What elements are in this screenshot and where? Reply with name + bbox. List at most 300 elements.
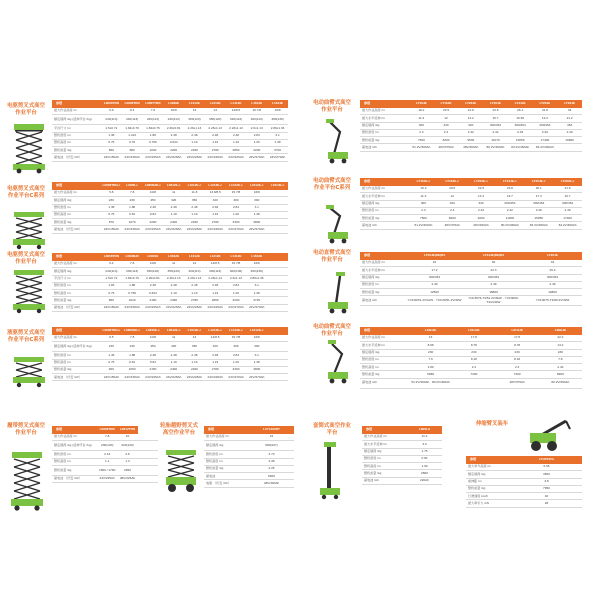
table-row xyxy=(52,335,288,342)
table-cell: 11.3 xyxy=(409,193,438,200)
table-row xyxy=(52,451,158,458)
row-label: 整机宽度 /m xyxy=(52,352,101,359)
table-cell: 2.26x1.13 xyxy=(226,125,247,132)
model-header: LT20JE-c xyxy=(467,178,496,186)
table-cell: 2.3 xyxy=(434,129,459,136)
table-cell: 3720 xyxy=(246,297,267,304)
param-header: 参数 xyxy=(360,252,405,260)
table-cell: 2.26x1.13 xyxy=(184,275,205,282)
table-cell: 2460 xyxy=(184,366,205,373)
table-row xyxy=(52,190,288,197)
table-cell: 2.84 xyxy=(246,132,267,139)
param-header: 参数 xyxy=(204,426,249,434)
table-cell: 2780 xyxy=(205,219,226,226)
table-cell: 2200 xyxy=(163,147,184,154)
model-header: L1412E xyxy=(226,253,247,261)
param-header: 参数 xyxy=(360,100,409,108)
table-row xyxy=(204,458,294,465)
table-cell: 22 xyxy=(405,260,464,267)
table-cell: 21.2 xyxy=(557,115,582,122)
table-cell xyxy=(267,204,288,211)
row-label: 平台尺寸 /m xyxy=(52,275,101,282)
table-cell: 2650 xyxy=(117,465,137,475)
table-cell: 320(113) xyxy=(184,268,205,275)
row-label: 整机高度 /m xyxy=(52,211,101,218)
model-header: L0608TRN xyxy=(101,253,122,261)
table-cell: 13.4 xyxy=(467,193,496,200)
table-cell: 7300 xyxy=(496,371,539,378)
row-label: 最大牵引力 /kN xyxy=(466,500,511,507)
row-label: 整机高度 /m xyxy=(360,364,409,371)
table-cell: 2.48 xyxy=(163,352,184,359)
section-title: 电动曲臂式高空作业平台C系列 xyxy=(313,178,351,191)
row-label: 蓄电池 xyxy=(204,473,249,480)
table-cell: 1.38 xyxy=(267,139,288,146)
param-header: 参数 xyxy=(52,100,101,108)
table-cell: 0.76 xyxy=(122,139,143,146)
table-cell: 18.2 xyxy=(409,108,434,115)
model-header: LT18JE-c xyxy=(438,178,467,186)
table-row xyxy=(360,335,582,342)
table-cell: 0.84 xyxy=(143,359,164,366)
model-header: L61HJE xyxy=(409,327,452,335)
table-cell: 24V/150Ah xyxy=(101,304,122,311)
table-cell: 11 xyxy=(163,190,184,197)
table-cell: 51.2V/300Ah · 80.2V/400Ah xyxy=(409,378,452,388)
row-label: 蓄电池 /Ah xyxy=(360,222,409,229)
table-row xyxy=(360,296,582,306)
table-cell: 2.13 xyxy=(97,451,117,458)
table-row xyxy=(362,477,442,484)
row-label: 整机质量 /kg xyxy=(52,366,101,373)
table-row xyxy=(360,281,582,288)
section-title: 伸缩臂叉装车 xyxy=(475,421,509,427)
table-cell: 2.3 xyxy=(409,207,438,214)
table-cell: 6.4 xyxy=(101,261,122,268)
table-cell: 320(120) xyxy=(117,441,137,451)
table-row xyxy=(52,304,288,311)
table-header-row xyxy=(52,327,288,335)
table-cell: 320 xyxy=(467,200,496,207)
table-cell: 3800 xyxy=(246,219,267,226)
row-label: 电瓶 （伏安 /Ah） xyxy=(204,480,249,487)
table-cell xyxy=(267,335,288,342)
model-header: LT20JE(DE)B4 xyxy=(405,252,464,260)
table-header-row xyxy=(360,100,582,108)
table-cell: 14/8.5 xyxy=(226,108,247,115)
table-cell: 12500 xyxy=(405,289,464,296)
table-cell: 7.6 xyxy=(409,356,452,363)
table-cell: 2.84 xyxy=(226,204,247,211)
table-row xyxy=(52,139,288,146)
row-label: 额定载荷 /kg xyxy=(362,448,407,455)
table-cell: 2.49 xyxy=(553,207,582,214)
table-cell: 11.8 xyxy=(184,190,205,197)
table-cell: 350 xyxy=(184,342,205,352)
table-row xyxy=(360,122,582,129)
table-cell: 34 xyxy=(523,260,582,267)
table-cell: 1.46 xyxy=(101,352,122,359)
table-cell: 16 xyxy=(409,335,452,342)
row-label: 整机高度 /m xyxy=(52,139,101,146)
model-header: L1612E-c xyxy=(246,182,267,190)
table-cell: 230 xyxy=(539,349,582,356)
table-cell: 15 xyxy=(249,434,294,441)
table-row xyxy=(466,485,582,492)
row-label: 蓄电池 （伏安 /Ah） xyxy=(52,475,97,482)
table-cell: 1.19 xyxy=(205,359,226,366)
boom-lift-image xyxy=(322,338,352,384)
table-header-row xyxy=(204,426,294,434)
table-cell: 11 xyxy=(163,335,184,342)
table-cell: 0.81 xyxy=(122,211,143,218)
table-header-row xyxy=(52,426,158,434)
table-cell: 1.88 xyxy=(122,352,143,359)
table-cell: 2.26x1.13 xyxy=(163,275,184,282)
boom-lift-image xyxy=(322,204,352,244)
table-cell: 7.8 xyxy=(122,335,143,342)
table-cell: 2.3 xyxy=(438,207,467,214)
table-cell: 25.2 xyxy=(523,267,582,274)
table-cell: 3300 xyxy=(226,366,247,373)
table-cell: 24V/225Ah xyxy=(163,154,184,161)
table-cell: 300/454 xyxy=(495,200,524,207)
table-cell: 9530 xyxy=(458,137,483,144)
table-header-row xyxy=(52,253,288,261)
table-cell: 24V/150Ah xyxy=(122,304,143,311)
model-header: LT16JE-c xyxy=(409,178,438,186)
model-header: L0808TRN xyxy=(122,100,143,108)
row-label: 整机质量 /kg xyxy=(362,470,407,477)
table-cell: 40 xyxy=(511,493,582,500)
table-cell: 1.80 xyxy=(409,364,452,371)
table-cell: 3720 xyxy=(267,147,288,154)
table-cell: 13.8/8.5 xyxy=(205,190,226,197)
table-cell: 8.78 xyxy=(496,342,539,349)
row-label: 整机高度 /m xyxy=(52,290,101,297)
table-cell: 12 xyxy=(438,193,467,200)
model-header: L1814E xyxy=(267,100,288,108)
row-label: 最大水平延伸 /m xyxy=(360,267,405,274)
table-cell: 2200 xyxy=(143,219,164,226)
table-cell: 14/8.5 xyxy=(205,335,226,342)
model-header: LT24JE xyxy=(508,100,533,108)
table-cell xyxy=(267,342,288,352)
table-row xyxy=(360,289,582,296)
table-header-row xyxy=(360,327,582,335)
spec-table xyxy=(52,253,288,312)
row-label: 整机质量 /kg xyxy=(360,289,405,296)
table-cell: 1.5x0.72 xyxy=(101,275,122,282)
model-header: L1612E xyxy=(246,253,267,261)
row-label: 整机质量 /kg xyxy=(466,485,511,492)
table-cell: 3.73 xyxy=(249,451,294,458)
spec-table xyxy=(360,100,582,152)
model-header: L0810E-c xyxy=(143,327,164,335)
row-label: 额定载荷 /kg xyxy=(52,197,101,204)
table-cell: 1.19 xyxy=(184,139,205,146)
row-label: 最大作业高度 /m xyxy=(360,260,405,267)
row-label: 最大作业高度 /m xyxy=(360,335,409,342)
section-title: 履带剪叉式高空作业平台 xyxy=(7,423,45,436)
table-cell: 2150 xyxy=(143,366,164,373)
row-label: 额定载荷 /kg xyxy=(360,349,409,356)
table-cell: 230(120) xyxy=(97,441,117,451)
table-cell: 2.49 xyxy=(508,129,533,136)
table-row xyxy=(52,268,288,275)
table-cell: 1070 xyxy=(122,219,143,226)
table-cell: 2.84 xyxy=(226,282,247,289)
table-cell: 1.3 xyxy=(117,458,137,465)
table-cell: 300 xyxy=(246,197,267,204)
table-row xyxy=(360,200,582,207)
table-cell: 7.8 xyxy=(122,261,143,268)
table-cell: 8200 xyxy=(434,137,459,144)
model-header: L0812TRN xyxy=(117,426,137,434)
model-header: L0812E-c xyxy=(163,327,184,335)
table-cell: 1.19 xyxy=(184,211,205,218)
table-cell: 24V/270Ah xyxy=(226,226,247,233)
table-cell: 2.49 xyxy=(464,281,523,288)
table-row xyxy=(360,364,582,371)
table-cell: 2.48 xyxy=(205,204,226,211)
table-cell: 24V/225Ah xyxy=(205,226,226,233)
table-row xyxy=(52,261,288,268)
table-cell: 320 xyxy=(205,342,226,352)
table-cell: 240 xyxy=(101,342,122,352)
table-row xyxy=(360,207,582,214)
table-cell: 1.19 xyxy=(163,359,184,366)
table-cell xyxy=(267,290,288,297)
table-cell: 1.5x0.72 xyxy=(101,125,122,132)
table-cell: 300 xyxy=(409,122,434,129)
table-cell xyxy=(267,366,288,373)
table-row xyxy=(52,282,288,289)
table-cell: 24V/225Ah xyxy=(143,226,164,233)
table-row xyxy=(362,434,442,441)
table-cell: 8900 xyxy=(539,371,582,378)
table-row xyxy=(360,342,582,349)
table-cell xyxy=(267,352,288,359)
table-cell: 1.38 xyxy=(101,132,122,139)
table-cell: 0.766 xyxy=(143,139,164,146)
table-cell: 24V/270Ah xyxy=(267,154,288,161)
table-row xyxy=(52,434,158,441)
table-row xyxy=(52,342,288,352)
table-cell: 83.2V/460Ah xyxy=(508,144,533,151)
table-row xyxy=(52,458,158,465)
row-label: 最大作业高度 /m xyxy=(362,434,407,441)
model-header: LT26JE xyxy=(557,100,582,108)
row-label: 整机宽度 /m xyxy=(52,204,101,211)
table-row xyxy=(360,267,582,274)
table-cell: 16/8 xyxy=(267,108,288,115)
table-cell: 2.42 xyxy=(458,129,483,136)
model-header: L0608TRN xyxy=(97,426,117,434)
table-cell: 230 xyxy=(122,197,143,204)
table-cell: 48V/400Ah xyxy=(249,480,294,487)
model-header: LT16JE xyxy=(409,100,434,108)
table-cell: 0.844 xyxy=(143,290,164,297)
table-row xyxy=(52,204,288,211)
table-cell: 8.58 xyxy=(409,342,452,349)
table-cell: 860 xyxy=(101,147,122,154)
table-cell: 3.1 xyxy=(246,282,267,289)
table-cell: 24V/225Ah xyxy=(143,154,164,161)
table-cell: 230(113) xyxy=(143,115,164,125)
table-cell: 2.6x1.13 xyxy=(226,275,247,282)
row-label: 整机质量 /kg xyxy=(52,219,101,226)
table-cell: 300/454 xyxy=(523,274,582,281)
table-cell: 24V/225Ah xyxy=(184,374,205,381)
table-cell: 1.38 xyxy=(246,290,267,297)
row-label: 额定载荷 /kg xyxy=(466,471,511,478)
table-row xyxy=(466,478,582,485)
table-row xyxy=(52,441,158,451)
row-label: 最大作业高度 /m xyxy=(204,434,249,441)
table-cell: 24V/150Ah xyxy=(122,154,143,161)
table-row xyxy=(362,448,442,455)
mast-lift-image xyxy=(318,440,342,500)
row-label: 额定载荷 /kg xyxy=(360,200,409,207)
table-cell: 3200 xyxy=(226,297,247,304)
table-cell: 24V/225Ah xyxy=(184,154,205,161)
table-cell: 51.2V/300Ah xyxy=(409,222,438,229)
model-header: L0608TRN-c xyxy=(101,327,122,335)
table-row xyxy=(360,378,582,388)
table-cell xyxy=(267,211,288,218)
table-cell: 1.88 xyxy=(143,132,164,139)
table-cell: 1.84x0.76 xyxy=(143,125,164,132)
table-cell: 230 xyxy=(122,342,143,352)
table-cell: 1.84x0.76 xyxy=(122,275,143,282)
table-row xyxy=(52,125,288,132)
table-cell: 2.48 xyxy=(143,282,164,289)
table-row xyxy=(360,186,582,193)
table-cell: 300 xyxy=(246,342,267,352)
table-header-row xyxy=(360,178,582,186)
section-title: 电动曲臂式高空作业平台 xyxy=(313,324,351,337)
table-cell: 6.5 xyxy=(101,335,122,342)
table-cell: 300/454 xyxy=(483,122,508,129)
table-row xyxy=(360,274,582,281)
table-cell: 10/8 xyxy=(143,335,164,342)
table-cell: 2.48 xyxy=(184,282,205,289)
table-cell: 1.83 xyxy=(101,282,122,289)
table-cell: 24V/270Ah xyxy=(246,374,267,381)
table-cell: 300/454 xyxy=(464,274,523,281)
table-cell: 24V/150Ah xyxy=(101,154,122,161)
table-row xyxy=(52,465,158,475)
table-cell: 80.2V/460Ah xyxy=(495,222,524,229)
table-row xyxy=(52,115,288,125)
table-cell: 22.3 xyxy=(464,267,523,274)
table-cell xyxy=(138,475,158,482)
scissor-lift-image xyxy=(12,268,46,314)
table-cell: 0.81 xyxy=(122,359,143,366)
table-row xyxy=(52,374,288,381)
spec-table xyxy=(52,426,158,483)
row-label: 整机高度 /m xyxy=(52,359,101,366)
scissor-lift-image xyxy=(10,450,44,512)
table-row xyxy=(52,352,288,359)
table-row xyxy=(362,455,442,462)
table-cell: 2.3 xyxy=(496,364,539,371)
row-label: 整机宽度 /m xyxy=(360,129,409,136)
table-cell: 3.9 xyxy=(407,441,442,448)
table-row xyxy=(360,108,582,115)
row-label: 最大水平延伸 /m xyxy=(360,342,409,349)
table-cell xyxy=(138,465,158,475)
table-cell: 17.8 xyxy=(452,335,495,342)
table-cell xyxy=(267,190,288,197)
table-cell: 2.49 xyxy=(405,281,464,288)
table-cell: 8.4 xyxy=(122,108,143,115)
table-cell: 240(113) xyxy=(122,115,143,125)
table-cell: 2.26x1.13 xyxy=(205,275,226,282)
spec-table xyxy=(466,456,582,508)
table-cell: 17400 xyxy=(533,137,558,144)
table-cell: 48V/225Ah xyxy=(117,475,137,482)
table-cell: 1.19 xyxy=(163,290,184,297)
table-row xyxy=(52,219,288,226)
table-cell: 320 xyxy=(163,342,184,352)
table-cell: 0.84 xyxy=(407,455,442,462)
table-cell: 15050 xyxy=(524,215,553,222)
table-cell: 1.38 xyxy=(101,204,122,211)
table-cell: 1.19 xyxy=(226,139,247,146)
table-cell: 24V/150Ah xyxy=(101,374,122,381)
table-cell: 12 xyxy=(184,261,205,268)
table-cell: 7.8 xyxy=(122,190,143,197)
table-row xyxy=(204,465,294,472)
table-cell: 15.7 xyxy=(483,115,508,122)
row-label: 额定载荷 /kg (延伸平台 /kg) xyxy=(52,115,101,125)
table-cell: 13 xyxy=(184,335,205,342)
table-cell: 1.88 xyxy=(122,204,143,211)
table-cell: 2.48 xyxy=(226,132,247,139)
row-label: 最大作业高度 /m xyxy=(360,186,409,193)
table-cell: 15.7 xyxy=(495,193,524,200)
table-cell: 13 xyxy=(205,108,226,115)
table-cell: 1050 xyxy=(122,366,143,373)
table-cell: 8.18 xyxy=(452,356,495,363)
model-header: L0808-c xyxy=(122,182,143,190)
table-cell xyxy=(267,374,288,381)
model-header: L800LH xyxy=(407,426,442,434)
table-cell: 880 xyxy=(122,147,143,154)
table-cell: 7.8 xyxy=(97,434,117,441)
model-header: L1012E-c xyxy=(184,327,205,335)
table-cell: 24V/225Ah xyxy=(163,226,184,233)
table-cell: 16/8 xyxy=(246,335,267,342)
table-cell: 15.7/8 xyxy=(246,108,267,115)
row-label: 整机宽度 /m xyxy=(360,207,409,214)
table-cell: 28 xyxy=(511,500,582,507)
table-row xyxy=(360,144,582,151)
row-label: 最大作业高度 /m xyxy=(52,108,101,115)
table-cell: 10/8 xyxy=(143,190,164,197)
table-cell: 11.3 xyxy=(409,115,434,122)
row-label: 前伸距 /m xyxy=(466,478,511,485)
table-cell: 230(113) xyxy=(163,115,184,125)
table-cell: 350 xyxy=(184,197,205,204)
row-label: 额定载荷 /kg xyxy=(52,268,101,275)
model-header: L0808HD-c xyxy=(143,182,164,190)
row-label: 行驶速度 km/h xyxy=(466,493,511,500)
table-cell: 7.8 xyxy=(539,356,582,363)
table-cell: 8200 xyxy=(438,215,467,222)
